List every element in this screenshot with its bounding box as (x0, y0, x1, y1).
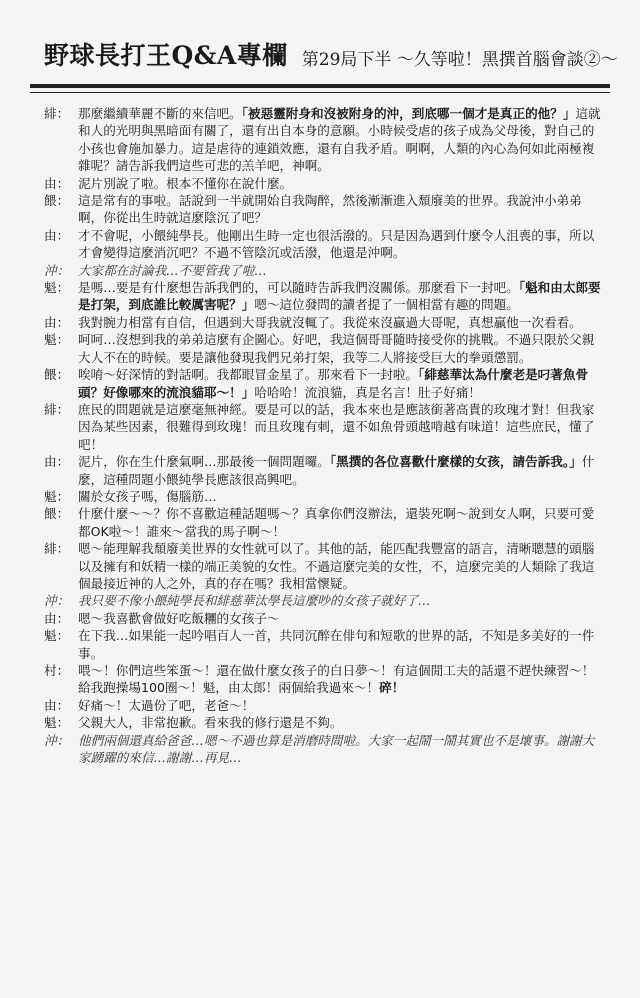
text-segment: 在下我…如果能一起吟唱百人一首，共同沉醉在俳句和短歌的世界的話，不知是多美好的一件事。 (78, 628, 595, 661)
dialogue-line (44, 662, 604, 697)
text-segment: 我只要不像小餵純學長和緋慈華汰學長這麼吵的女孩子就好了… (78, 593, 431, 609)
dialogue-text (78, 662, 604, 697)
dialogue-body (44, 105, 604, 766)
text-segment: 父親大人，非常抱歉。看來我的修行還是不夠。 (78, 715, 343, 731)
dialogue-line (44, 627, 604, 662)
speaker-label: 由： (44, 175, 70, 191)
dialogue-text (78, 714, 604, 731)
dialogue-text (78, 262, 604, 279)
column-title: 野球長打王Q&A專欄 (44, 41, 288, 70)
speaker-label: 魁： (44, 715, 70, 731)
dialogue-line (44, 262, 604, 279)
column-subtitle: 第29局下半 ～久等啦！黑撰首腦會談②～ (301, 50, 618, 70)
dialogue-line (44, 610, 604, 627)
text-segment: 嗯～能理解我頹廢美世界的女性就可以了。其他的話，能匹配我豐富的語言，清晰聰慧的頭腦以及擁有和妖精一樣的端正美貌的女性。不過這麼完美的女性，不，這麼完美的人類除了我這個最接近神的人之外，真的存在嗎？我相當懷疑。 (78, 541, 595, 591)
text-segment: 唉唷～好深情的對話啊。我都眼冒金星了。那來看下一封啦。 (78, 367, 419, 383)
text-segment: 好痛～！太過份了吧，老爸～！ (78, 697, 255, 713)
dialogue-text (78, 505, 604, 540)
dialogue-line (44, 732, 604, 767)
text-segment: 大家都在討論我…不要管我了啦… (78, 262, 267, 278)
text-segment: 什麼什麼～～？你不喜歡這種話題嗎～？真拿你們沒辦法，還裝死啊～說到女人啊，只要可愛都OK啦～！誰來～當我的馬子啊～！ (78, 506, 595, 539)
dialogue-line (44, 227, 604, 262)
text-segment: 是嗎…要是有什麼想告訴我們的，可以隨時告訴我們沒關係。那麼看下一封吧。 (78, 280, 519, 296)
dialogue-line (44, 314, 604, 331)
speaker-label: 沖： (44, 262, 70, 278)
dialogue-line (44, 175, 604, 192)
dialogue-text (78, 105, 604, 175)
dialogue-line (44, 488, 604, 505)
speaker-label: 由： (44, 227, 70, 243)
header-rule-thick (30, 84, 610, 88)
dialogue-line (44, 592, 604, 609)
dialogue-text (78, 592, 604, 609)
text-segment: 泥片，你在生什麼氣啊…那最後一個問題囉。 (78, 454, 330, 470)
text-segment: 才不會呢，小餵純學長。他剛出生時一定也很活潑的。只是因為遇到什麼令人沮喪的事，所以才會變得這麼消沉吧？不過不管陰沉或活潑，他還是沖啊。 (78, 227, 595, 261)
dialogue-line (44, 453, 604, 488)
text-segment: 哈哈哈！流浪貓，真是名言！肚子好痛！ (254, 384, 481, 400)
speaker-label: 魁： (44, 280, 70, 296)
dialogue-line (44, 105, 604, 175)
dialogue-line (44, 401, 604, 453)
dialogue-line (44, 279, 604, 314)
text-segment: 他們兩個還真給爸爸…嗯～不過也算是消磨時間啦。大家一起鬧一鬧其實也不是壞事。謝謝大家踴躍的來信…謝謝…再見… (78, 732, 595, 766)
dialogue-text (78, 540, 604, 592)
speaker-label: 沖： (44, 732, 70, 748)
text-segment: 庶民的問題就是這麼毫無神經。要是可以的話，我本來也是應該銜著高貴的玫瑰才對！但我家因為某些因素，很難得到玫瑰！而且玫瑰有刺，還不如魚骨頭越啃越有味道！這些庶民，懂了吧！ (78, 401, 595, 452)
speaker-label: 魁： (44, 332, 70, 348)
speaker-label: 餵： (44, 367, 70, 383)
text-segment: 這就和人的光明與黑暗面有關了，還有出自本身的意願。小時候受虐的孩子成為父母後，對自己的小孩也會施加暴力。這是虐待的連鎖效應，還有自我矛盾。啊啊，人類的內心為何如此兩極複雜呢？請告訴我們這些可悲的羔羊吧，神啊。 (78, 106, 601, 174)
speaker-label: 餵： (44, 506, 70, 522)
dialogue-line (44, 192, 604, 227)
speaker-label: 魁： (44, 488, 70, 504)
highlighted-question: 「緋慈華汰為什麼老是叼著魚骨頭？好像哪來的流浪貓耶～！」 (78, 367, 589, 400)
speaker-label: 沖： (44, 593, 70, 609)
column-header (44, 36, 618, 72)
dialogue-text (78, 401, 604, 453)
text-segment: 喂～！你們這些笨蛋～！還在做什麼女孩子的白日夢～！有這個閒工夫的話還不趕快練習～！給我跑操場100圈～！魁，由太郎！兩個給我過來～！ (78, 663, 595, 696)
speaker-label: 緋： (44, 541, 70, 557)
highlighted-question: 「魁和由太郎要是打架，到底誰比較厲害呢？」 (78, 280, 601, 313)
highlighted-question: 碎！ (379, 680, 405, 696)
speaker-label: 餵： (44, 193, 70, 209)
speaker-label: 由： (44, 454, 70, 470)
dialogue-text (78, 697, 604, 714)
dialogue-text (78, 488, 604, 505)
dialogue-text (78, 192, 604, 227)
dialogue-text (78, 732, 604, 767)
dialogue-text (78, 227, 604, 262)
highlighted-question: 「被惡靈附身和沒被附身的沖，到底哪一個才是真正的他？」 (241, 106, 576, 121)
text-segment: 我對腕力相當有自信，但遇到大哥我就沒輒了。我從來沒贏過大哥呢，真想贏他一次看看。 (78, 314, 582, 330)
text-segment: 那麼繼續華麗不斷的來信吧。 (78, 106, 242, 121)
dialogue-line (44, 714, 604, 731)
header-rule-thin (30, 92, 610, 93)
text-segment: 呵呵…沒想到我的弟弟這麼有企圖心。好吧，我這個哥哥隨時接受你的挑戰。不過只限於父親大人不在的時候。要是讓他發現我們兄弟打架，我等二人將接受巨大的拳頭懲罰。 (78, 332, 595, 365)
dialogue-line (44, 697, 604, 714)
speaker-label: 由： (44, 697, 70, 713)
dialogue-text (78, 279, 604, 314)
text-segment: 關於女孩子嗎，傷腦筋… (78, 488, 217, 504)
speaker-label: 緋： (44, 401, 70, 417)
dialogue-text (78, 453, 604, 488)
text-segment: 什麼，這種問題小餵純學長應該很高興吧。 (78, 454, 595, 487)
dialogue-line (44, 331, 604, 366)
dialogue-line (44, 540, 604, 592)
dialogue-line (44, 366, 604, 401)
text-segment: 泥片別說了啦。根本不懂你在說什麼。 (78, 175, 293, 191)
highlighted-question: 「黑撰的各位喜歡什麼樣的女孩，請告訴我。」 (329, 454, 582, 470)
dialogue-line (44, 505, 604, 540)
text-segment: 這是常有的事啦。話說到一半就開始自我陶醉，然後漸漸進入頹廢美的世界。我說沖小弟弟啊，你從出生時就這麼陰沉了吧？ (78, 193, 582, 226)
speaker-label: 由： (44, 610, 70, 626)
dialogue-text (78, 314, 604, 331)
speaker-label: 由： (44, 314, 70, 330)
dialogue-text (78, 175, 604, 192)
dialogue-text (78, 610, 604, 627)
text-segment: 嗯～這位發問的讀者提了一個相當有趣的問題。 (254, 297, 519, 313)
dialogue-text (78, 366, 604, 401)
speaker-label: 魁： (44, 628, 70, 644)
speaker-label: 緋： (44, 106, 70, 121)
text-segment: 嗯～我喜歡會做好吃飯糰的女孩子～ (78, 610, 280, 626)
dialogue-text (78, 331, 604, 366)
dialogue-text (78, 627, 604, 662)
speaker-label: 村： (44, 663, 70, 678)
